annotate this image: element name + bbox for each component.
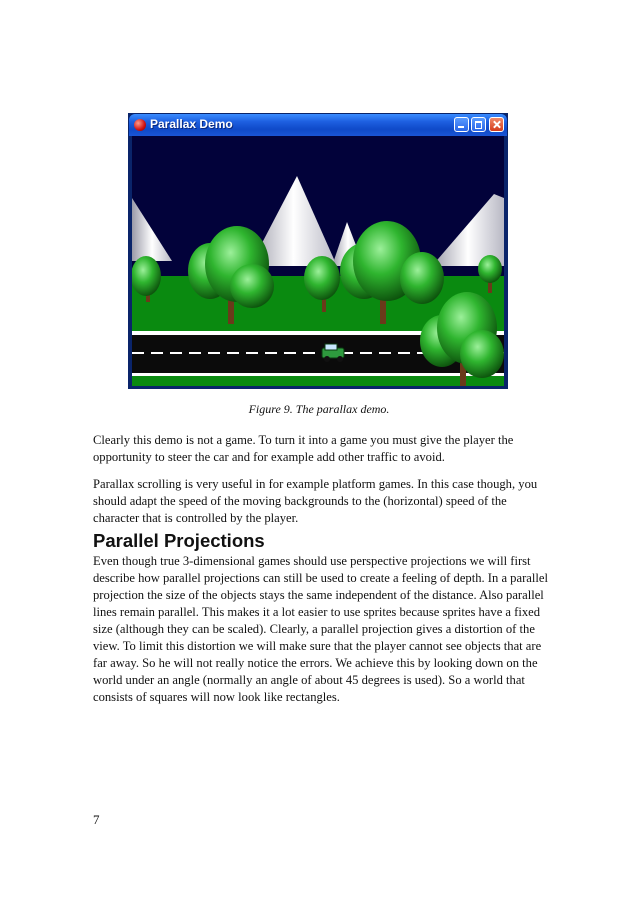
close-button[interactable]: [489, 117, 504, 132]
page-number: 7: [93, 812, 100, 827]
window-titlebar[interactable]: [129, 114, 507, 136]
figure-caption: Figure 9. The parallax demo.: [248, 402, 390, 416]
section-body: Even though true 3-dimensional games should use perspective projections we will first describe how parallel projections can still be used to create a feeling of depth. In a parallel projection the size of the objects stays the same independent of the distance. Also parallel lines remain parallel. This makes it a lot easier to use sprites because sprites have a fixed size (although they can be scaled). Clearly, a parallel projection gives a distortion of the view. To limit this distortion we will make sure that the player cannot see objects that are far away. So he will not really notice the errors. We achieve this by looking down on the world under an angle (normally an angle of about 45 degrees is used). So a world that consists of squares will now look like rectangles.: [93, 554, 548, 704]
maximize-button[interactable]: [471, 117, 486, 132]
parallax-scene: [132, 136, 504, 386]
section-heading: Parallel Projections: [93, 530, 265, 551]
paragraph-1: Clearly this demo is not a game. To turn it into a game you must give the player the opportunity to steer the car and for example add other traffic to avoid.: [93, 433, 514, 464]
minimize-button[interactable]: [454, 117, 469, 132]
game-canvas: [132, 136, 504, 386]
paragraph-2: Parallax scrolling is very useful in for example platform games. In this case though, you should adapt the speed of the moving backgrounds to the (horizontal) speed of the character that is controlled by the player.: [93, 477, 538, 525]
window-title: Parallax Demo: [150, 117, 233, 131]
parallax-demo-window: [128, 113, 508, 389]
app-icon: [134, 119, 146, 131]
